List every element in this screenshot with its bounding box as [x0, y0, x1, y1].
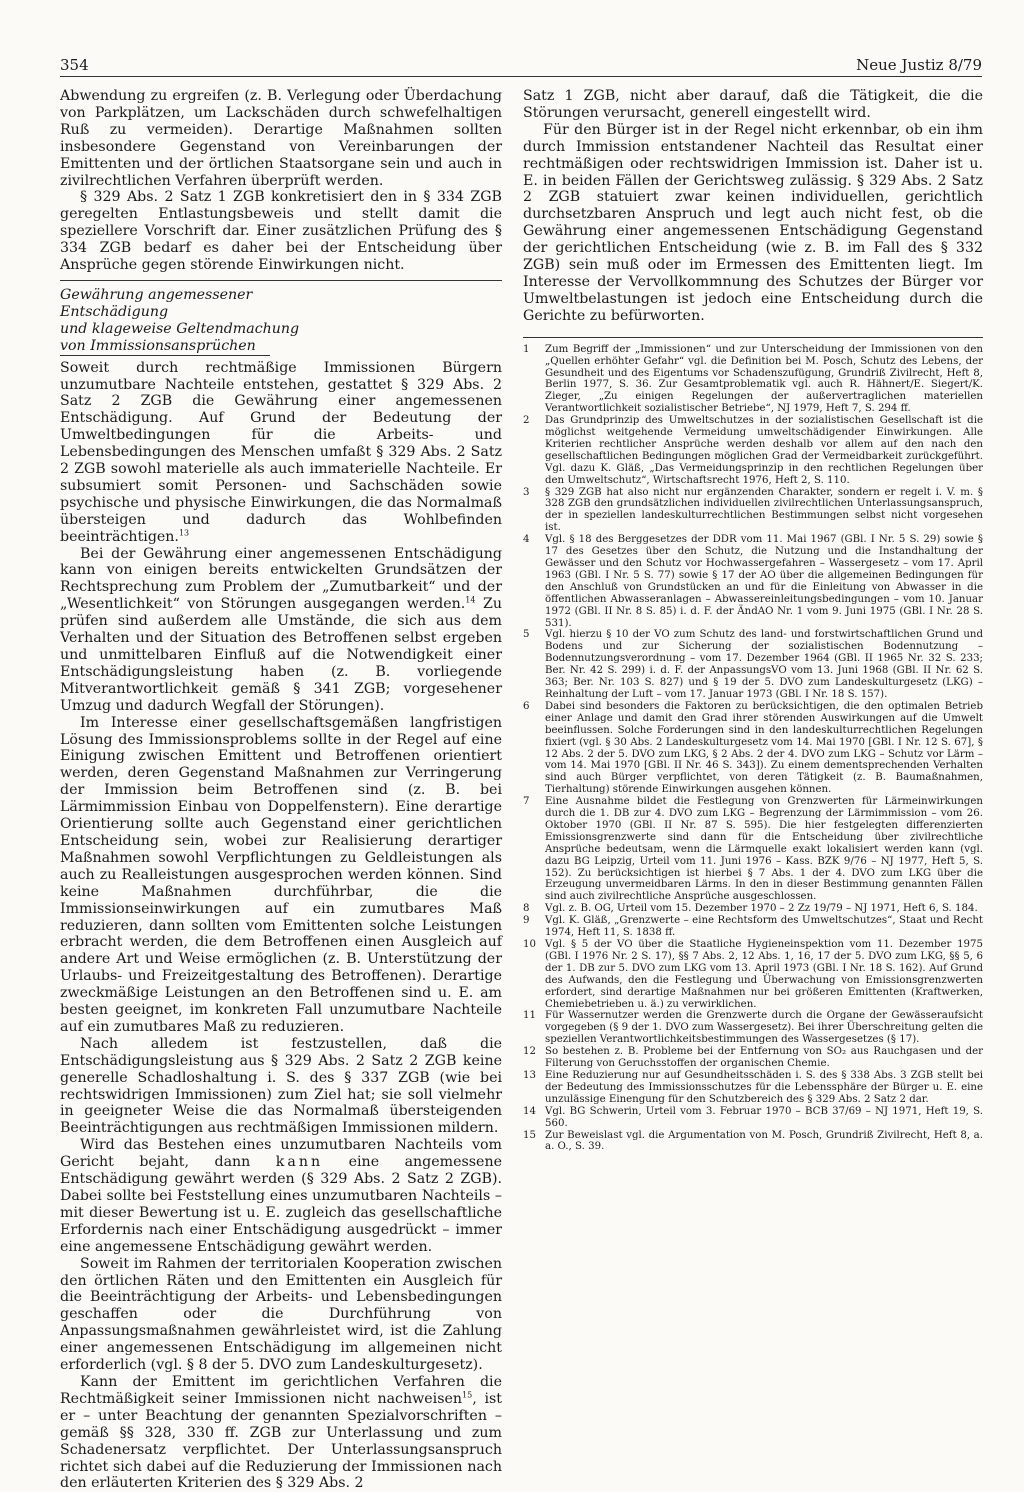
footnote-text: Eine Ausnahme bildet die Festlegung von Grenzwerten für Lärmeinwirkungen durch die 1. DB zur 4. DVO zum LKG – Begrenzung der Lärmimmission – vom 26. Oktober 1970 (GBl. II Nr. 87 S. 595). Die hier festgelegten differenzierten Emissionsgrenzwerte sind dann für die Entscheidung über zivilrechtliche Ansprüche bedeutsam, wenn die Lärmquelle exakt lokalisiert werden kann (vgl. dazu BG Leipzig, Urteil vom 11. Juni 1976 – Kass. BZK 9/76 – NJ 1977, Heft 5, S. 152). Zu berücksichtigen ist hierbei § 7 Abs. 1 der 4. DVO zum LKG über die Erzeugung unvermeidbaren Lärms. In den in dieser Bestimmung genannten Fällen sind auch zivilrechtliche Ansprüche ausgeschlossen. [545, 796, 983, 903]
footnote-number: 4 [523, 534, 530, 546]
footnote-item [523, 487, 983, 535]
footnote-number: 9 [523, 915, 530, 927]
intro-paragraph-2: § 329 Abs. 2 Satz 1 ZGB konkretisiert den in § 334 ZGB geregelten Entlastungsbeweis und stellt damit die speziellere Vorschrift dar. Einer zusätzlichen Prüfung des § 334 ZGB bedarf es daher bei der Entscheidung über Ansprüche gegen störende Einwirkungen nicht. [60, 189, 502, 274]
footnote-item [523, 1070, 983, 1106]
heading-line-3: von Immissionsansprüchen [60, 338, 270, 356]
paragraph-compensation [60, 360, 502, 546]
page-header [60, 56, 982, 77]
footnote-divider [523, 337, 983, 338]
footnote-number: 5 [523, 629, 530, 641]
footnote-item [523, 939, 983, 1010]
intro-paragraph-1: Abwendung zu ergreifen (z. B. Verlegung oder Überdachung von Parkplätzen, um Lackschäden durch schwefelhaltigen Ruß zu vermeiden). Derartige Maßnahmen sollten insbesondere Gegenstand von Vereinbarungen der Emittenten und der örtlichen Staatsorgane sein und auch in zivilrechtlichen Verfahren überprüft werden. [60, 88, 502, 189]
paragraph-disadvantage [60, 1137, 502, 1255]
section-divider [60, 280, 502, 281]
footnote-number: 13 [523, 1069, 536, 1081]
footnote-text: Vgl. K. Gläß, „Grenzwerte – eine Rechtsform des Umweltschutzes“, Staat und Recht 1974, Heft 11, S. 1838 ff. [545, 915, 983, 939]
footnote-number: 6 [523, 700, 530, 712]
footnote-item [523, 1010, 983, 1046]
section-heading [60, 287, 350, 356]
footnote-text: So bestehen z. B. Probleme bei der Entfernung von SO₂ aus Rauchgasen und der Filterung von Geruchsstoffen der organischen Chemie. [545, 1046, 983, 1070]
footnote-text: Das Grundprinzip des Umweltschutzes in der sozialistischen Gesellschaft ist die möglichst weitgehende Vermeidung umweltschädigender Einwirkungen. Alle Kriterien rechtlicher Ansprüche werden deshalb vor allem auf den nach den gesellschaftlichen Bedingungen möglichen Grad der Vermeidbarkeit zurückgeführt. Vgl. dazu K. Gläß, „Das Vermeidungsprinzip in den rechtlichen Regelungen über den Umweltschutz“, Wirtschaftsrecht 1976, Heft 2, S. 110. [545, 415, 983, 486]
footnote-text: Eine Reduzierung nur auf Gesundheitsschäden i. S. des § 338 Abs. 3 ZGB stellt bei der Bedeutung des Immissionsschutzes für die Lebenssphäre der Bürger u. E. eine unzulässige Einengung für den Schutzbereich des § 329 Abs. 2 Satz 2 dar. [545, 1069, 983, 1105]
paragraph-conclusion: Nach alledem ist festzustellen, daß die Entschädigungsleistung aus § 329 Abs. 2 Satz 2 ZGB keine generelle Schadloshaltung i. S. des § 337 ZGB (wie bei rechtswidrigen Immissionen) zum Ziel hat; sie soll vielmehr in geeigneter Weise die das Normalmaß übersteigenden Beeinträchtigungen aus rechtmäßigen Immissionen mildern. [60, 1035, 502, 1137]
paragraph-emittent [60, 1374, 502, 1492]
page-number: 354 [60, 56, 89, 74]
paragraph-reasonableness-text-b: Zu prüfen sind außerdem alle Umstände, die sich aus dem Verhalten und der Situation des Betroffenen selbst ergeben und unmittelbaren Einfluß auf die Notwendigkeit einer Entschädigungsleistung haben (z. B. vorliegende Mitverantwortlichkeit gemäß § 341 ZGB; vorgesehener Umzug und dadurch Wegfall der Störungen). [60, 596, 502, 714]
footnote-item [523, 701, 983, 796]
footnote-number: 15 [523, 1129, 536, 1141]
footnote-text: Vgl. § 18 des Berggesetzes der DDR vom 11. Mai 1967 (GBl. I Nr. 5 S. 29) sowie § 17 des Gesetzes über den Schutz, die Nutzung und die Instandhaltung der Gewässer und den Schutz vor Hochwassergefahren – Wassergesetz – vom 17. April 1963 (GBl. I Nr. 5 S. 77) sowie § 17 der AO über die allgemeinen Bedingungen für den Anschluß von Grundstücken an und für die Einleitung von Abwasser in die öffentlichen Abwasseranlagen – Abwassereinleitungsbedingungen – vom 10. Januar 1972 (GBl. II Nr. 8 S. 85) i. d. F. der ÄndAO Nr. 1 vom 9. Juni 1975 (GBl. I Nr. 28 S. 531). [545, 534, 983, 629]
footnote-item [523, 903, 983, 915]
footnote-number: 14 [523, 1105, 536, 1117]
footnote-item [523, 796, 983, 903]
footnote-item [523, 915, 983, 939]
footnote-item [523, 1046, 983, 1070]
heading-line-1: Gewährung angemessener Entschädigung [60, 286, 253, 320]
footnote-number: 12 [523, 1046, 536, 1058]
footnote-number: 7 [523, 796, 530, 808]
footnote-ref-14[interactable]: 14 [465, 595, 476, 605]
footnote-text: Für Wassernutzer werden die Grenzwerte durch die Organe der Gewässeraufsicht vorgegeben (§ 9 der 1. DVO zum Wassergesetz). Bei ihrer Überschreitung gelten die speziellen Verantwortlichkeitsbestimmungen des Wassergesetzes (§ 17). [545, 1010, 983, 1046]
footnote-number: 1 [523, 343, 530, 355]
paragraph-emittent-text-a: Kann der Emittent im gerichtlichen Verfahren die Rechtmäßigkeit seiner Immissionen nicht nachweisen [60, 1373, 502, 1407]
paragraph-reasonableness [60, 546, 502, 715]
footnote-item [523, 534, 983, 629]
journal-issue: Neue Justiz 8/79 [856, 56, 982, 74]
footnote-text: Zum Begriff der „Immissionen“ und zur Unterscheidung der Immissionen von den „Quellen erhöhter Gefahr“ vgl. die Definition bei M. Posch, Schutz des Lebens, der Gesundheit und des Eigentums vor Schadenszufügung, Grundriß Zivilrecht, Heft 8, Berlin 1977, S. 36. Zur Gesamtproblematik vgl. auch R. Hähnert/E. Siegert/K. Zieger, „Zu einigen Regelungen der außervertraglichen materiellen Verantwortlichkeit sozialistischer Betriebe“, NJ 1979, Heft 7, S. 294 ff. [545, 343, 983, 415]
right-column [523, 88, 983, 1153]
footnote-number: 10 [523, 939, 536, 950]
emphasis-kann: kann [275, 1154, 324, 1171]
footnote-text: Vgl. hierzu § 10 der VO zum Schutz des land- und forstwirtschaftlichen Grund und Bodens und zur Sicherung der sozialistischen Bodennutzung – Bodennutzungsverordnung – vom 17. Dezember 1964 (GBl. II 1965 Nr. 32 S. 233; Ber. Nr. 42 S. 299) i. d. F. der AnpassungsVO vom 13. Juni 1968 (GBl. II Nr. 62 S. 363; Ber. Nr. 103 S. 827) und § 19 der 5. DVO zum Landeskulturgesetz (LKG) – Reinhaltung der Luft – vom 17. Januar 1973 (GBl. I Nr. 18 S. 157). [545, 629, 983, 700]
footnote-list [523, 344, 983, 1154]
paragraph-disadvantage-text-a: Wird das Bestehen eines unzumutbaren Nachteils vom Gericht bejaht, dann [60, 1137, 502, 1171]
footnote-ref-13[interactable]: 13 [178, 527, 190, 537]
footnote-text: Vgl. z. B. OG, Urteil vom 15. Dezember 1970 – 2 Zz 19/79 – NJ 1971, Heft 6, S. 184. [545, 903, 978, 915]
paragraph-interest: Im Interesse einer gesellschaftsgemäßen langfristigen Lösung des Immissionsproblems sollte in der Regel auf eine Einigung zwischen Emittent und Betroffenen orientiert werden, deren Gegenstand Maßnahmen zur Verringerung der Immission beim Betroffenen sind (z. B. bei Lärmimmission Einbau von Doppelfenstern). Eine derartige Orientierung sollte auch Gegenstand einer gerichtlichen Entscheidung sein, wobei zur Realisierung derartiger Maßnahmen sowohl Verpflichtungen zu Geldleistungen als auch zu Realleistungen ausgesprochen werden können. Sind keine Maßnahmen durchführbar, die die Immissionseinwirkungen auf ein zumutbares Maß reduzieren, dann sollten vom Emittenten solche Leistungen erbracht werden, die dem Betroffenen einen Ausgleich auf andere Art und Weise ermöglichen (z. B. Unterstützung der Urlaubs- und Freizeitgestaltung des Betroffenen). Derartige zweckmäßige Leistungen an den Betroffenen sind u. E. am besten geeignet, im konkreten Fall unzumutbare Nachteile auf ein zumutbares Maß zu reduzieren. [60, 714, 502, 1035]
footnote-item [523, 344, 983, 415]
right-paragraph-2: Für den Bürger ist in der Regel nicht erkennbar, ob ein ihm durch Immission entstandener Nachteil das Resultat einer rechtmäßigen oder rechtswidrigen Immission ist. Daher ist u. E. in beiden Fällen der Gerichtsweg zulässig. § 329 Abs. 2 Satz 2 ZGB statuiert zwar keinen individuellen, gerichtlich durchsetzbaren Anspruch und legt auch nicht fest, ob die Gewährung einer angemessenen Entschädigung Gegenstand der gerichtlichen Entscheidung (wie z. B. im Fall des § 332 ZGB) sein muß oder im Ermessen des Emittenten liegt. Im Interesse der Vervollkommnung des Schutzes der Bürger vor Umweltbelastungen ist jedoch eine Entscheidung durch die Gerichte zu befürworten. [523, 121, 983, 324]
footnote-number: 11 [523, 1010, 536, 1022]
footnote-ref-15[interactable]: 15 [462, 1390, 473, 1400]
footnote-item [523, 415, 983, 486]
paragraph-emittent-text-b: , ist er – unter Beachtung der genannten Spezialvorschriften – gemäß §§ 328, 330 ff. ZGB zur Unterlassung und zum Schadenersatz verpflichtet. Der Unterlassungsanspruch richtet sich dabei auf die Reduzierung der Immissionen nach den erläuterten Kriterien des § 329 Abs. 2 [60, 1390, 502, 1492]
paragraph-reasonableness-text-a: Bei der Gewährung einer angemessenen Entschädigung kann von einigen bereits entwickelten Grundsätzen der Rechtsprechung zum Problem der „Zumutbarkeit“ und der „Wesentlichkeit“ von Störungen ausgegangen werden. [60, 545, 502, 613]
left-column [60, 88, 502, 1492]
paragraph-compensation-text: Soweit durch rechtmäßige Immissionen Bürgern unzumutbare Nachteile entstehen, gestattet § 329 Abs. 2 Satz 2 ZGB die Gewährung einer angemessenen Entschädigung. Auf Grund der Bedeutung der Umweltbedingungen für die Arbeits- und Lebensbedingungen des Menschen umfaßt § 329 Abs. 2 Satz 2 ZGB sowohl materielle als auch immaterielle Nachteile. Er subsumiert somit Personen- und Sachschäden sowie psychische und physische Einwirkungen, die das Normalmaß übersteigen und dadurch das Wohlbefinden beeinträchtigen. [60, 359, 502, 545]
footnote-text: Dabei sind besonders die Faktoren zu berücksichtigen, die den optimalen Betrieb einer Anlage und damit den Grad ihrer störenden Auswirkungen auf die Umwelt beeinflussen. Solche Forderungen sind in den landeskulturrechtlichen Regelungen fixiert (vgl. § 30 Abs. 2 Landeskulturgesetz vom 14. Mai 1970 [GBl. I Nr. 12 S. 67], § 12 Abs. 2 der 5. DVO zum LKG, § 2 Abs. 2 der 4. DVO zum LKG – Schutz vor Lärm – vom 14. Mai 1970 [GBl. II Nr. 46 S. 343]). Zu einem dementsprechenden Verhalten sind auch Bürger verpflichtet, von deren Tätigkeit (z. B. Baumaßnahmen, Tierhaltung) störende Einwirkungen ausgehen können. [545, 700, 983, 796]
footnote-number: 2 [523, 415, 530, 427]
footnote-text: § 329 ZGB hat also nicht nur ergänzenden Charakter, sondern er regelt i. V. m. § 328 ZGB den grundsätzlichen individuellen zivilrechtlichen Unterlassungsanspruch, der in speziellen landeskulturrechtlichen Bestimmungen selbst nicht vorgesehen ist. [545, 486, 983, 534]
footnote-item [523, 629, 983, 700]
paragraph-disadvantage-text-b: eine angemessene Entschädigung gewährt werden (§ 329 Abs. 2 Satz 2 ZGB). Dabei sollte bei Feststellung eines unzumutbaren Nachteils – mit dieser Bewertung ist u. E. zugleich das gesellschaftliche Erfordernis nach einer Entschädigung ausgedrückt – immer eine angemessene Entschädigung gewährt werden. [60, 1154, 502, 1255]
footnote-number: 8 [523, 903, 530, 915]
footnote-item [523, 1130, 983, 1154]
footnote-text: Vgl. BG Schwerin, Urteil vom 3. Februar 1970 – BCB 37/69 – NJ 1971, Heft 19, S. 560. [545, 1105, 983, 1129]
footnote-item [523, 1106, 983, 1130]
right-paragraph-1: Satz 1 ZGB, nicht aber darauf, daß die Tätigkeit, die die Störungen verursacht, generell eingestellt wird. [523, 88, 983, 121]
heading-line-2: und klageweise Geltendmachung [60, 320, 300, 337]
paragraph-cooperation: Soweit im Rahmen der territorialen Kooperation zwischen den örtlichen Räten und den Emittenten ein Ausgleich für die Beeinträchtigung der Arbeits- und Lebensbedingungen geschaffen oder die Durchführung von Anpassungsmaßnahmen gewährleistet wird, ist die Zahlung einer angemessenen Entschädigung im allgemeinen nicht erforderlich (vgl. § 8 der 5. DVO zum Landeskulturgesetz). [60, 1255, 502, 1374]
footnote-number: 3 [523, 486, 530, 498]
footnote-text: Vgl. § 5 der VO über die Staatliche Hygieneinspektion vom 11. Dezember 1975 (GBl. I 1976 Nr. 2 S. 17), §§ 7 Abs. 2, 12 Abs. 1, 16, 17 der 5. DVO zum LKG, §§ 5, 6 der 1. DB zur 5. DVO zum LKG vom 13. April 1973 (GBl. I Nr. 18 S. 162). Auf Grund des Aufwands, den die Festlegung und Überwachung von Emissionsgrenzwerten erfordert, sind derartige Maßnahmen nur bei größeren Emittenten (Kraftwerken, Chemiebetrieben u. ä.) zu verwirklichen. [545, 939, 983, 1010]
footnote-text: Zur Beweislast vgl. die Argumentation von M. Posch, Grundriß Zivilrecht, Heft 8, a. a. O., S. 39. [545, 1129, 983, 1153]
